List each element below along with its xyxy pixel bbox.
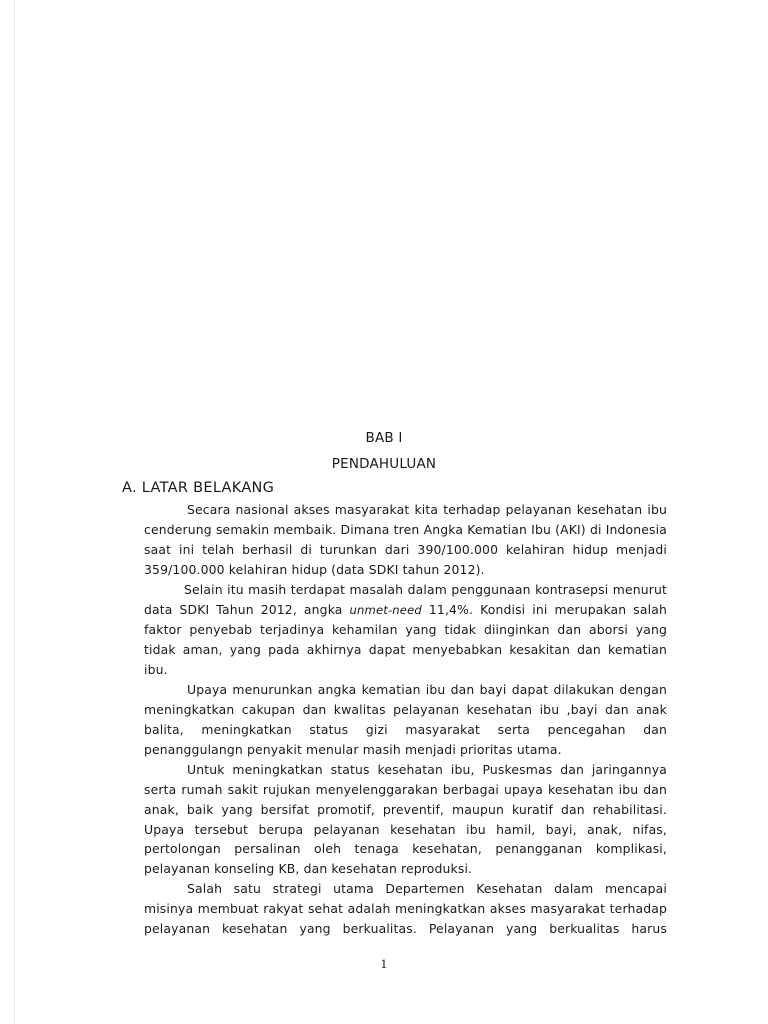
chapter-number: BAB I <box>365 430 403 446</box>
page-number: 1 <box>380 958 388 971</box>
paragraph-1: Secara nasional akses masyarakat kita terhadap pelayanan kesehatan ibu cenderung semakin membaik. Dimana tren Angka Kematian Ibu (AKI) di Indonesia saat ini telah berhasil di turunkan dari 390/100.000 kelahiran hidup menjadi 359/100.000 kelahiran hidup (data SDKI tahun 2012). <box>144 502 667 577</box>
paragraph-3: Upaya menurunkan angka kematian ibu dan bayi dapat dilakukan dengan meningkatkan cakupan dan kwalitas pelayanan kesehatan ibu ,bayi dan anak balita, meningkatkan status gizi masyarakat serta pencegahan dan penanggulangn penyakit menular masih menjadi prioritas utama. <box>144 682 667 757</box>
chapter-title: PENDAHULUAN <box>331 456 437 472</box>
section-title: A. LATAR BELAKANG <box>122 480 275 496</box>
paragraph-2-before: Selain itu masih terdapat masalah dalam penggunaan kontrasepsi menurut data SDKI Tahun 2012, angka <box>144 581 667 617</box>
paragraph-2 <box>144 580 667 681</box>
paragraph-5: Salah satu strategi utama Departemen Kesehatan dalam mencapai misinya membuat rakyat sehat adalah meningkatkan akses masyarakat terhadap pelayanan kesehatan yang berkualitas. Pelayanan yang berkualitas harus <box>144 881 667 937</box>
paragraph-2-after: 11,4%. Kondisi ini merupakan salah faktor penyebab terjadinya kehamilan yang tidak diinginkan dan aborsi yang tidak aman, yang pada akhirnya dapat menyebabkan kesakitan dan kematian ibu. <box>144 601 667 678</box>
body-text <box>144 500 667 939</box>
page-edge-line <box>14 0 15 1024</box>
term-unmet-need: unmet-need <box>349 602 422 617</box>
paragraph-4: Untuk meningkatkan status kesehatan ibu, Puskesmas dan jaringannya serta rumah sakit rujukan menyelenggarakan berbagai upaya kesehatan ibu dan anak, baik yang bersifat promotif, preventif, maupun kuratif dan rehabilitasi. Upaya tersebut berupa pelayanan kesehatan ibu hamil, bayi, anak, nifas, pertolongan persalinan oleh tenaga kesehatan, penangganan komplikasi, pelayanan konseling KB, dan kesehatan reproduksi. <box>144 761 667 877</box>
